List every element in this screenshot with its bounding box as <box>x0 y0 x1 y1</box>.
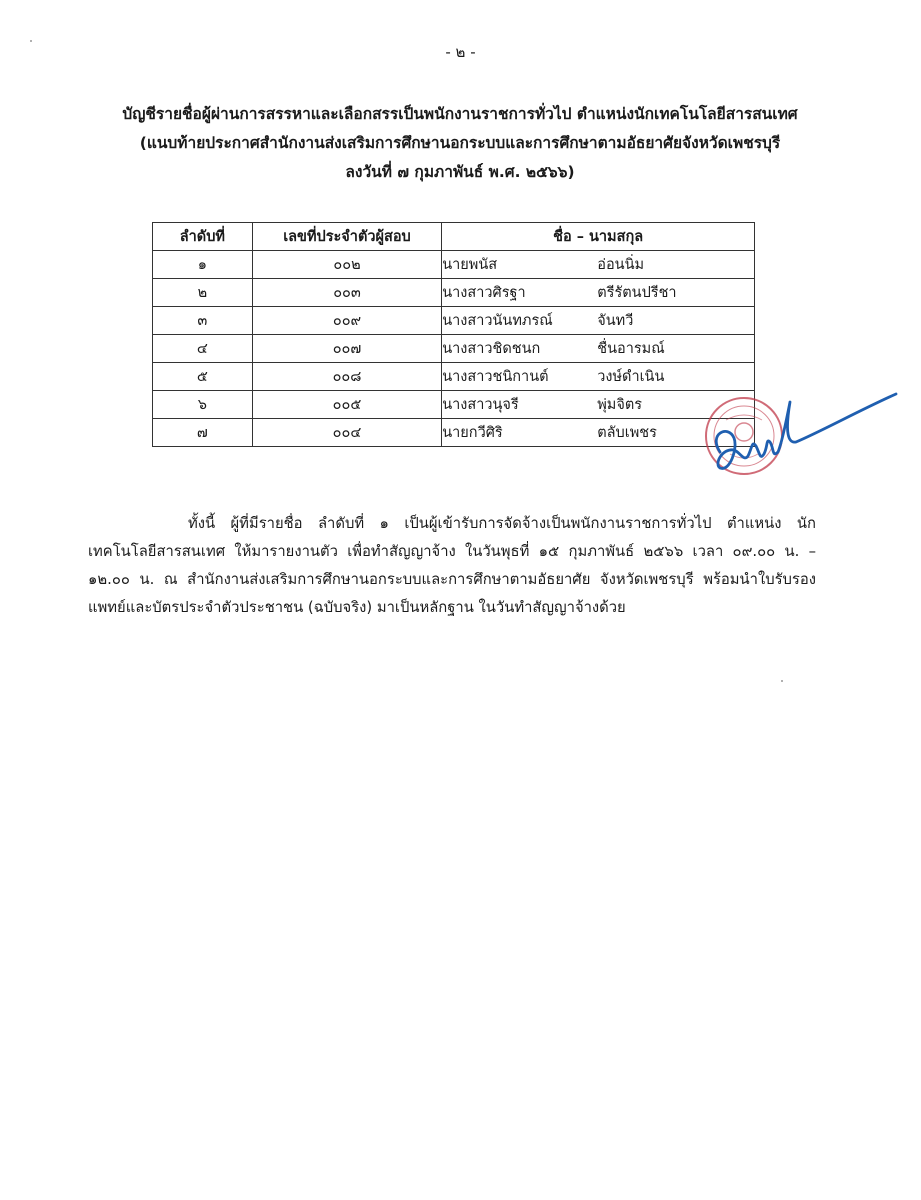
header-order: ลำดับที่ <box>153 223 253 251</box>
heading-line-1: บัญชีรายชื่อผู้ผ่านการสรรหาและเลือกสรรเป็นพนักงานราชการทั่วไป ตำแหน่งนักเทคโนโลยีสารสนเทศ <box>122 105 798 123</box>
row-order: ๒ <box>153 279 253 307</box>
scan-speck <box>781 680 783 682</box>
row-order: ๓ <box>153 307 253 335</box>
signature-with-stamp <box>700 392 900 492</box>
row-exam-number: ๐๐๒ <box>252 251 441 279</box>
results-table <box>152 222 755 447</box>
row-last-name: จันทวี <box>597 313 634 329</box>
row-last-name: ชื่นอารมณ์ <box>597 341 665 357</box>
row-last-name: ตรีรัตนปรีชา <box>597 285 677 301</box>
row-last-name: วงษ์ดำเนิน <box>597 369 665 385</box>
document-heading <box>60 100 860 187</box>
row-exam-number: ๐๐๘ <box>252 363 441 391</box>
page-number: - ๒ - <box>445 43 476 61</box>
table-row <box>153 391 755 419</box>
signature-stroke-icon <box>716 394 896 468</box>
row-order: ๔ <box>153 335 253 363</box>
header-exam-number: เลขที่ประจำตัวผู้สอบ <box>252 223 441 251</box>
row-first-name: นางสาวนุจรี <box>442 397 519 413</box>
row-order: ๖ <box>153 391 253 419</box>
row-name <box>442 251 755 279</box>
row-name <box>442 307 755 335</box>
row-last-name: อ่อนนิ่ม <box>597 257 645 273</box>
row-order: ๕ <box>153 363 253 391</box>
row-first-name: นางสาวศิรฐา <box>442 285 526 301</box>
row-order: ๗ <box>153 419 253 447</box>
row-first-name: นางสาวนันทภรณ์ <box>442 313 553 329</box>
row-name <box>442 363 755 391</box>
table-row <box>153 279 755 307</box>
row-name <box>442 335 755 363</box>
table-row <box>153 335 755 363</box>
row-first-name: นางสาวชนิกานต์ <box>442 369 549 385</box>
table-row <box>153 363 755 391</box>
row-exam-number: ๐๐๕ <box>252 391 441 419</box>
row-last-name: ตลับเพชร <box>597 425 657 441</box>
row-order: ๑ <box>153 251 253 279</box>
header-name: ชื่อ – นามสกุล <box>442 223 755 251</box>
table-header-row <box>153 223 755 251</box>
body-paragraph: ทั้งนี้ ผู้ที่มีรายชื่อ ลำดับที่ ๑ เป็นผู้เข้ารับการจัดจ้างเป็นพนักงานราชการทั่วไป ตำแหน่ง นักเทคโนโลยีสารสนเทศ ให้มารายงานตัว เพื่อทำสัญญาจ้าง ในวันพุธที่ ๑๕ กุมภาพันธ์ ๒๕๖๖ เวลา ๐๙.๐๐ น. – ๑๒.๐๐ น. ณ สำนักงานส่งเสริมการศึกษานอกระบบและการศึกษาตามอัธยาศัย จังหวัดเพชรบุรี พร้อมนำใบรับรองแพทย์และบัตรประจำตัวประชาชน (ฉบับจริง) มาเป็นหลักฐาน ในวันทำสัญญาจ้างด้วย <box>88 515 816 616</box>
row-exam-number: ๐๐๙ <box>252 307 441 335</box>
table-row <box>153 307 755 335</box>
row-exam-number: ๐๐๔ <box>252 419 441 447</box>
heading-line-3: ลงวันที่ ๗ กุมภาพันธ์ พ.ศ. ๒๕๖๖) <box>345 163 575 181</box>
row-name <box>442 279 755 307</box>
table-row <box>153 251 755 279</box>
row-exam-number: ๐๐๓ <box>252 279 441 307</box>
scan-speck <box>30 40 32 42</box>
row-first-name: นายกวีศิริ <box>442 425 503 441</box>
row-exam-number: ๐๐๗ <box>252 335 441 363</box>
heading-line-2: (แนบท้ายประกาศสำนักงานส่งเสริมการศึกษานอกระบบและการศึกษาตามอัธยาศัยจังหวัดเพชรบุรี <box>139 134 781 152</box>
row-first-name: นายพนัส <box>442 257 498 273</box>
table-row <box>153 419 755 447</box>
row-last-name: พุ่มจิตร <box>597 397 643 413</box>
row-first-name: นางสาวชิดชนก <box>442 341 541 357</box>
